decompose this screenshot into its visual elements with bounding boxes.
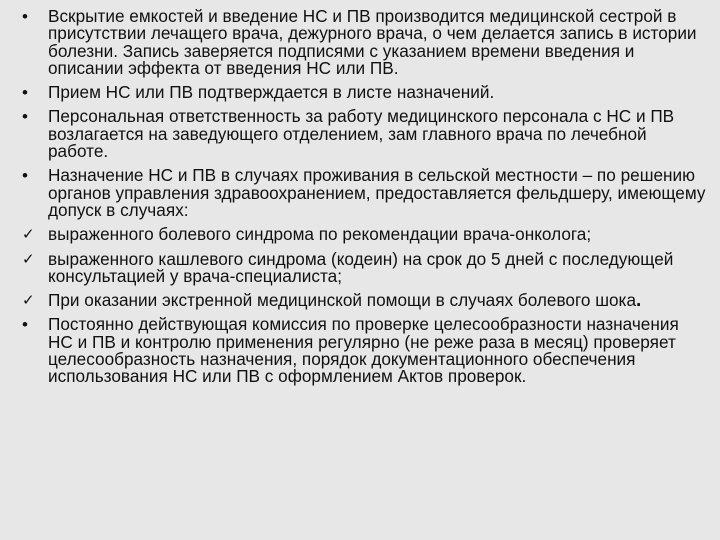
list-item [22,84,706,101]
list-item-text: Прием НС или ПВ подтверждается в листе назначений. [48,82,495,103]
bullet-icon: • [22,107,28,127]
bullet-list [22,8,706,386]
list-item [22,167,706,219]
checkmark-icon: ✓ [22,292,35,310]
list-item [22,226,706,243]
list-item-period: . [636,290,642,312]
list-item [22,316,706,385]
list-item [22,8,706,77]
list-item-text: выраженного кашлевого синдрома (кодеин) на срок до 5 дней с последующей консультацией у врача-специалиста; [48,248,674,286]
list-item [22,290,706,312]
list-item-text: выраженного болевого синдрома по рекомендации врача-онколога; [48,224,592,245]
checkmark-icon: ✓ [22,250,35,268]
list-item-text: Персональная ответственность за работу медицинского персонала с НС и ПВ возлагается на заведующего отделением, зам главного врача по лечебной работе. [48,106,675,162]
bullet-icon: • [22,166,28,186]
list-item-body: При оказании экстренной медицинской помощи в случаях болевого шока [48,290,637,311]
checkmark-icon: ✓ [22,226,35,244]
list-item [22,248,706,286]
list-item-text [48,290,706,312]
list-item-text: Постоянно действующая комиссия по проверке целесообразности назначения НС и ПВ и контролю применения регулярно (не реже раза в месяц) проверяет целесообразность назначения, порядок документационного обеспечения использования НС или ПВ с оформлением Актов проверок. [48,314,679,387]
bullet-icon: • [22,315,28,335]
list-item-text: Назначение НС и ПВ в случаях проживания в сельской местности – по решению органов управления здравоохранением, предоставляется фельдшеру, имеющему допуск в случаях: [48,165,706,220]
list-item-text: Вскрытие емкостей и введение НС и ПВ производится медицинской сестрой в присутствии лечащего врача, дежурного врача, о чем делается запись в истории болезни. Запись заверяется подписями с указанием времени введения и описании эффекта от введения НС или ПВ. [48,6,697,78]
list-item [22,108,706,160]
bullet-icon: • [22,7,28,26]
bullet-icon: • [22,83,28,103]
